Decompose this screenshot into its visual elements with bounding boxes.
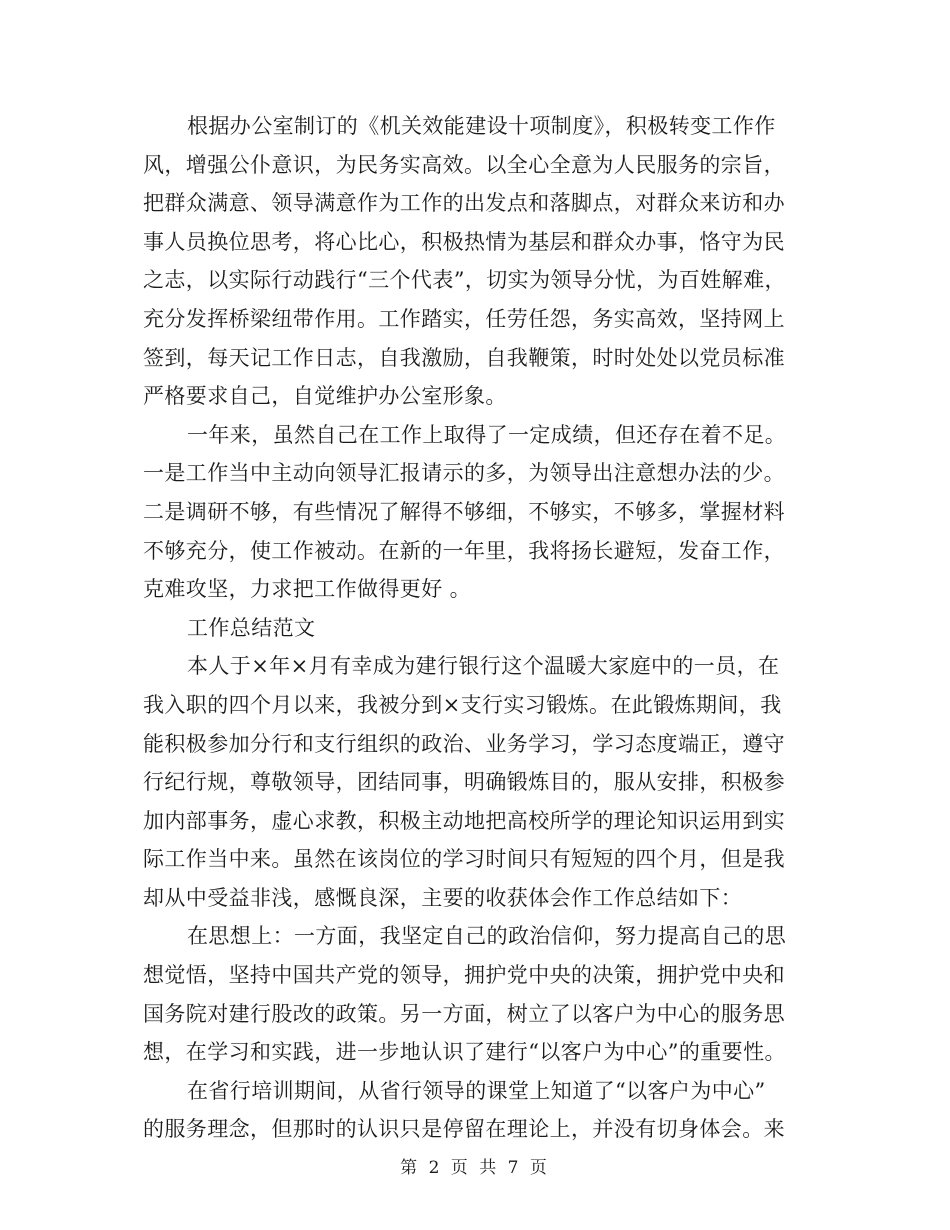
text-line: 严格要求自己，自觉维护办公室形象。 [143,384,507,409]
text-line: 不够充分，使工作被动。在新的一年里，我将扬长避短，发奋工作， [143,538,785,563]
text-line: 却从中受益非浅，感慨良深，主要的收获体会作工作总结如下： [143,885,743,910]
text-line: 把群众满意、领导满意作为工作的出发点和落脚点，对群众来访和办 [143,191,785,216]
text-line: 事人员换位思考，将心比心，积极热情为基层和群众办事，恪守为民 [143,229,785,254]
text-line: 想，在学习和实践，进一步地认识了建行“以客户为中心”的重要性。 [143,1040,786,1065]
text-line: 加内部事务，虚心求教，积极主动地把高校所学的理论知识运用到实 [143,808,785,833]
text-line: 工作总结范文 [187,615,316,640]
text-line: 际工作当中来。虽然在该岗位的学习时间只有短短的四个月，但是我 [143,847,785,872]
text-line: 的服务理念，但那时的认识只是停留在理论上，并没有切身体会。来 [143,1117,785,1142]
text-line: 充分发挥桥梁纽带作用。工作踏实，任劳任怨，务实高效，坚持网上 [143,306,785,331]
text-line: 一年来，虽然自己在工作上取得了一定成绩，但还存在着不足。 [187,422,787,447]
text-line: 本人于×年×月有幸成为建行银行这个温暖大家庭中的一员，在 [187,654,780,679]
text-line: 之志，以实际行动践行“三个代表”，切实为领导分忧，为百姓解难， [143,268,786,293]
page-number-footer: 第 2 页 共 7 页 [400,1158,550,1178]
text-line: 我入职的四个月以来，我被分到×支行实习锻炼。在此锻炼期间，我 [143,692,782,717]
text-line: 风，增强公仆意识，为民务实高效。以全心全意为人民服务的宗旨， [143,152,785,177]
text-line: 在省行培训期间，从省行领导的课堂上知道了“以客户为中心” [187,1078,766,1103]
text-line: 国务院对建行股改的政策。另一方面，树立了以客户为中心的服务思 [143,1001,785,1026]
text-line: 行纪行规，尊敬领导，团结同事，明确锻炼目的，服从安排，积极参 [143,770,785,795]
text-line: 二是调研不够，有些情况了解得不够细，不够实，不够多，掌握材料 [143,499,785,524]
text-line: 一是工作当中主动向领导汇报请示的多，为领导出注意想办法的少。 [143,461,785,486]
text-line: 克难攻坚，力求把工作做得更好 。 [143,577,472,602]
document-body [143,107,813,1149]
text-line: 根据办公室制订的《机关效能建设十项制度》，积极转变工作作 [187,114,776,138]
text-line: 签到，每天记工作日志，自我激励，自我鞭策，时时处处以党员标准 [143,345,785,370]
text-line: 能积极参加分行和支行组织的政治、业务学习，学习态度端正，遵守 [143,731,785,756]
text-line: 想觉悟，坚持中国共产党的领导，拥护党中央的决策，拥护党中央和 [143,963,785,988]
text-line: 在思想上：一方面，我坚定自己的政治信仰，努力提高自己的思 [187,924,787,949]
